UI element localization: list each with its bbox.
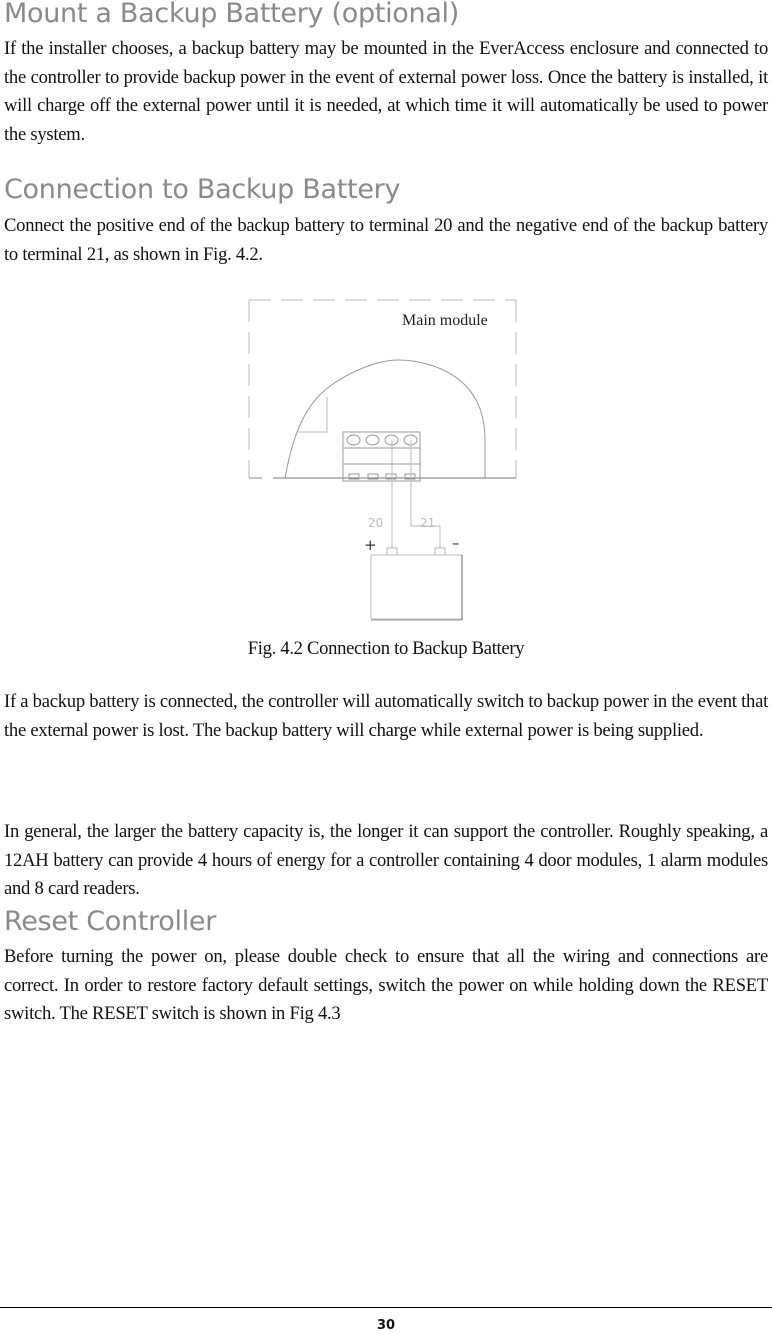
negative-sign-icon: – xyxy=(452,534,460,552)
paragraph-reset-instructions: Before turning the power on, please double check to ensure that all the wiring and connections are correct. In order to restore factory default settings, switch the power on while holding down the RESET switch. The RESET switch is shown in Fig 4.3 xyxy=(4,946,768,1024)
battery-negative-post xyxy=(435,548,445,555)
footer-divider xyxy=(0,1307,772,1308)
terminal-21-label: 21 xyxy=(420,516,436,530)
terminal-block xyxy=(343,432,420,481)
section-heading-connection-to-backup-battery: Connection to Backup Battery xyxy=(4,174,401,205)
paragraph-connection-instructions: Connect the positive end of the backup battery to terminal 20 and the negative end of the backup battery to terminal 21, as shown in Fig. 4.2. xyxy=(4,215,768,265)
negative-wire xyxy=(411,440,440,548)
battery-body xyxy=(371,555,462,619)
section-heading-reset-controller: Reset Controller xyxy=(4,906,217,937)
terminal-20-label: 20 xyxy=(368,516,384,530)
housing-outline xyxy=(285,360,485,478)
battery-positive-post xyxy=(387,548,397,555)
battery xyxy=(371,548,462,620)
page-number: 30 xyxy=(376,1318,396,1333)
battery-connection-diagram xyxy=(240,290,530,630)
paragraph-battery-capacity: In general, the larger the battery capacity is, the longer it can support the controller. Roughly speaking, a 12AH battery can provide 4 hours of energy for a controller containing 4 door modules, 1 alarm modules and 8 card readers. xyxy=(4,821,768,899)
section-heading-mount-backup-battery: Mount a Backup Battery (optional) xyxy=(4,0,459,29)
main-module-label: Main module xyxy=(402,312,488,329)
wiring-diagram-graphic xyxy=(240,290,530,630)
figure-caption: Fig. 4.2 Connection to Backup Battery xyxy=(247,638,525,659)
positive-sign-icon: + xyxy=(364,536,377,554)
battery-wires xyxy=(392,440,440,548)
paragraph-automatic-switch: If a backup battery is connected, the controller will automatically switch to backup power in the event that the external power is lost. The backup battery will charge while external power is being supplied. xyxy=(4,691,768,741)
paragraph-mount-intro: If the installer chooses, a backup battery may be mounted in the EverAccess enclosure and connected to the controller to provide backup power in the event of external power loss. Once the battery is installed, it will charge off the external power until it is needed, at which time it will automatically be used to power the system. xyxy=(4,38,768,145)
